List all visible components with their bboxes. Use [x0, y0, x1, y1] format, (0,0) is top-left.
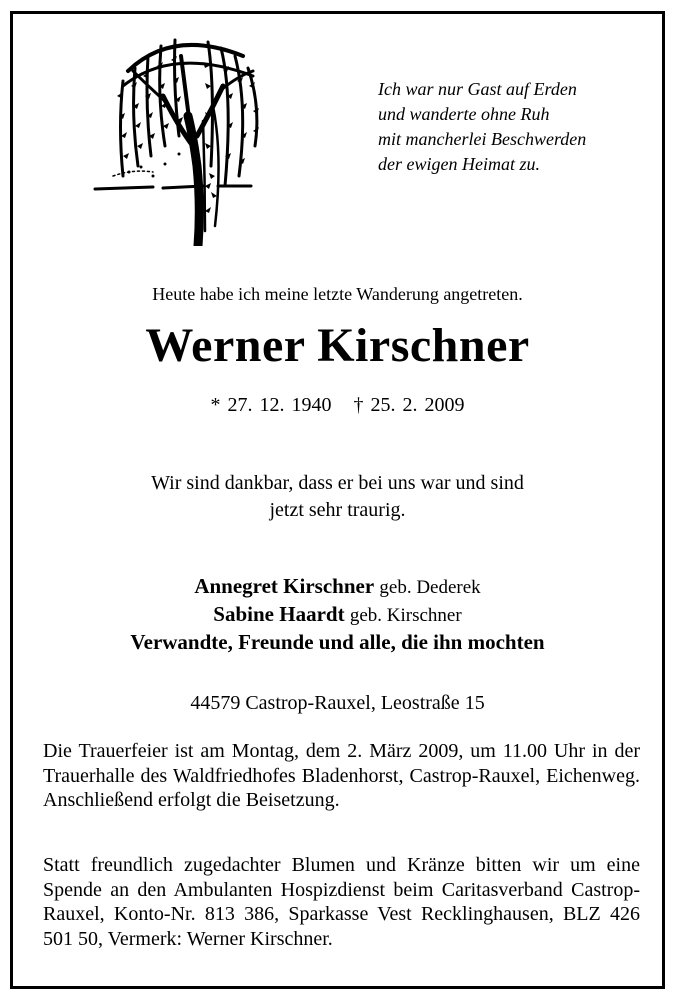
- death-date: † 25. 2. 2009: [353, 394, 465, 416]
- life-dates: [13, 394, 662, 417]
- mourner-name: Sabine Haardt: [213, 602, 345, 626]
- mourners-list: [13, 573, 662, 656]
- deceased-name: Werner Kirschner: [145, 319, 530, 372]
- mourner-row: [13, 601, 662, 629]
- poem-line: der ewigen Heimat zu.: [378, 154, 540, 174]
- mourner-name: Annegret Kirschner: [194, 574, 375, 598]
- weeping-willow-illustration: [93, 26, 268, 246]
- poem-line: mit mancherlei Beschwerden: [378, 129, 587, 149]
- poem-line: und wanderte ohne Ruh: [378, 104, 550, 124]
- thanks-line: jetzt sehr traurig.: [269, 499, 406, 521]
- intro-line: Heute habe ich meine letzte Wanderung angetreten.: [152, 284, 523, 304]
- poem: [378, 77, 586, 177]
- thanks-message: [13, 470, 662, 524]
- thanks-line: Wir sind dankbar, dass er bei uns war und sind: [151, 472, 524, 494]
- mourner-row: [13, 629, 662, 656]
- address: 44579 Castrop-Rauxel, Leostraße 15: [190, 692, 485, 714]
- obituary-notice: [10, 11, 665, 989]
- funeral-paragraph: Die Trauerfeier ist am Montag, dem 2. März 2009, um 11.00 Uhr in der Trauerhalle des Waldfriedhofes Bladenhorst, Castrop-Rauxel, Eichenweg. Anschließend erfolgt die Beisetzung.: [43, 740, 640, 811]
- birth-date: * 27. 12. 1940: [210, 394, 332, 416]
- mourner-note: geb. Kirschner: [349, 605, 462, 626]
- mourner-note: geb. Dederek: [379, 577, 481, 598]
- donation-paragraph: Statt freundlich zugedachter Blumen und Kränze bitten wir um eine Spende an den Ambulanten Hospizdienst beim Caritasverband Castrop-Rauxel, Konto-Nr. 813 386, Sparkasse Vest Recklinghausen, BLZ 426 501 50, Vermerk: Werner Kirschner.: [43, 854, 640, 950]
- mourner-row: [13, 573, 662, 601]
- mourner-name: Verwandte, Freunde und alle, die ihn mochten: [130, 630, 545, 654]
- poem-line: Ich war nur Gast auf Erden: [378, 79, 577, 99]
